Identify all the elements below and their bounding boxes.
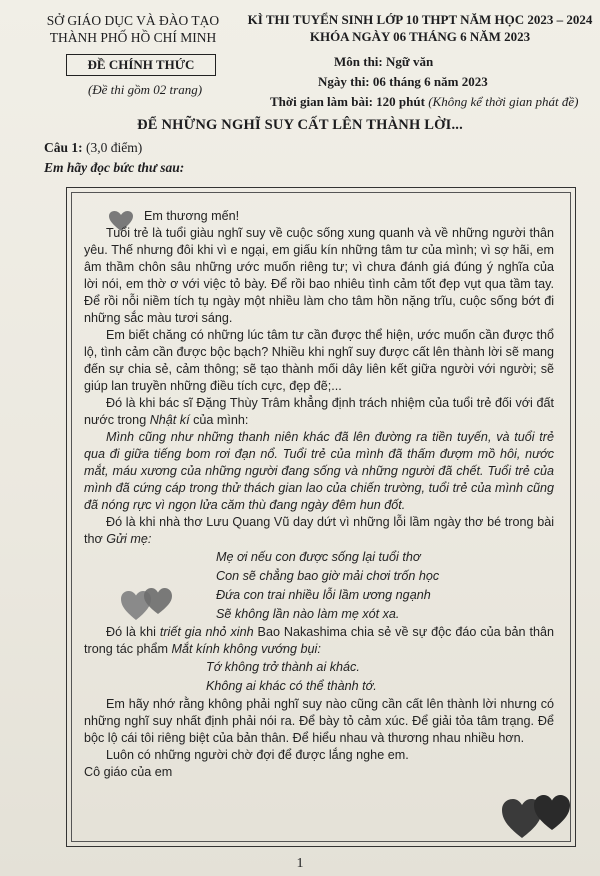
work-title: Nhật kí: [149, 413, 190, 427]
letter-paragraph: Em biết chăng có những lúc tâm tư cần được thể hiện, ước muốn cần được thổ lộ, tình cảm cần được bộc bạch? Nhiều khi nghĩ suy được cất lên thành lời sẽ mang đến sự chia sẻ, cảm thông; sẽ tạo thành mối dây liên kết giữa người với người; sẽ giúp lan truyền những điều tích cực, đẹp đẽ;...: [84, 328, 554, 393]
city-name: THÀNH PHỐ HỒ CHÍ MINH: [49, 30, 217, 45]
letter-paragraph: [84, 624, 554, 658]
question-label: Câu 1:: [44, 140, 83, 155]
letter-body: [84, 208, 554, 781]
letter-paragraph: Tuổi trẻ là tuổi giàu nghĩ suy về cuộc sống xung quanh và về những người thân yêu. Thế nhưng đôi khi vì e ngại, em giấu kín những tâm tư của mình; vì sợ hãi, em âm thầm chôn sâu những ước muốn riêng tư; vì chưa đánh giá đúng ý nghĩa của lời nói, em thờ ơ với việc tỏ bày. Để rồi bao nhiêu tình cảm tốt đẹp vụt qua tầm tay. Để rồi nỗi niềm tích tụ ngày một nhiều làm cho tâm hồn nặng trĩu, cuộc sống bớt đi những sắc màu tươi sáng.: [84, 226, 554, 325]
quoted-phrase: triết gia nhỏ xinh: [159, 625, 254, 639]
time-label: Thời gian làm bài: 120 phút: [270, 94, 425, 109]
double-heart-icon: [500, 780, 578, 842]
paragraph-text: Đó là khi bác sĩ Đặng Thùy Trâm khẳng định trách nhiệm của tuổi trẻ đối với đất nước trong: [84, 396, 554, 427]
poem-line: Đứa con trai nhiều lỗi lầm ương ngạnh: [216, 588, 431, 602]
department-name: SỞ GIÁO DỤC VÀ ĐÀO TẠO: [46, 13, 220, 28]
poem-line: Sẽ không lần nào làm mẹ xót xa.: [216, 607, 400, 621]
poem-line: Con sẽ chẳng bao giờ mải chơi trốn học: [216, 569, 440, 583]
diary-quote: Mình cũng như những thanh niên khác đã lên đường ra tiền tuyến, và tuổi trẻ qua đi giữa tiếng bom rơi đạn nổ. Tuổi trẻ của mình đã thấm đượm mồ hôi, nước mắt, máu xương của những người đang sống và những người đã chết. Tuổi trẻ của mình đã cứng cáp trong thử thách gian lao của chiến trường, tuổi trẻ của mình cũng đã nóng rực vì ngọn lửa căm thù đang ngày đêm hun đốt.: [84, 430, 554, 512]
time-note: (Không kể thời gian phát đề): [428, 94, 579, 109]
paragraph-text: Bao Nakashima chia sẻ về sự độc đáo của bản thân trong tác phẩm: [84, 625, 555, 656]
official-exam-label: ĐỀ CHÍNH THỨC: [66, 54, 216, 76]
work-title: Mắt kính không vướng bụi:: [171, 642, 321, 656]
instruction: Em hãy đọc bức thư sau:: [44, 160, 185, 175]
letter-paragraph: Luôn có những người chờ đợi để được lắng nghe em.: [106, 748, 409, 762]
page-count-note: (Đề thi gồm 02 trang): [87, 82, 203, 97]
letter-paragraph: [84, 514, 554, 548]
exam-duration: [270, 94, 578, 111]
quote-line: Tớ không trở thành ai khác.: [206, 660, 360, 674]
letter-signature: Cô giáo của em: [84, 765, 173, 779]
work-title: Gửi mẹ:: [106, 532, 152, 546]
paragraph-text: Đó là khi nhà thơ Lưu Quang Vũ day dứt vì những lỗi lầm ngày thơ bé trong bài thơ: [84, 515, 554, 546]
page-number: 1: [296, 856, 304, 871]
book-quote: [84, 658, 554, 696]
letter-greeting: Em thương mến!: [144, 209, 240, 223]
exam-subject: Môn thi: Ngữ văn: [334, 54, 434, 69]
paragraph-text: Đó là khi: [106, 625, 160, 639]
question-heading: [44, 140, 142, 156]
department-header: [18, 12, 248, 46]
poem-line: Mẹ ơi nếu con được sống lại tuổi thơ: [216, 550, 421, 564]
exam-title: KÌ THI TUYỂN SINH LỚP 10 THPT NĂM HỌC 2023 – 2024: [247, 12, 593, 27]
page-title: ĐỂ NHỮNG NGHĨ SUY CẤT LÊN THÀNH LỜI...: [137, 117, 463, 133]
exam-session: KHÓA NGÀY 06 THÁNG 6 NĂM 2023: [309, 28, 531, 44]
exam-date: Ngày thi: 06 tháng 6 năm 2023: [318, 74, 488, 89]
letter-paragraph: Em hãy nhớ rằng không phải nghĩ suy nào cũng cần cất lên thành lời nhưng có những nghĩ suy nhất định phải nói ra. Để bày tỏ cảm xúc. Để giải tỏa tâm trạng. Để bộc lộ cái tôi riêng biệt của bản thân. Để hiểu nhau và thương nhau nhiều hơn.: [84, 697, 554, 745]
letter-paragraph: [84, 395, 554, 429]
paragraph-text: của mình:: [189, 413, 249, 427]
quote-line: Không ai khác có thể thành tớ.: [206, 679, 377, 693]
question-points: (3,0 điểm): [86, 140, 143, 155]
exam-header: [246, 12, 594, 109]
poem-quote: [84, 548, 554, 624]
